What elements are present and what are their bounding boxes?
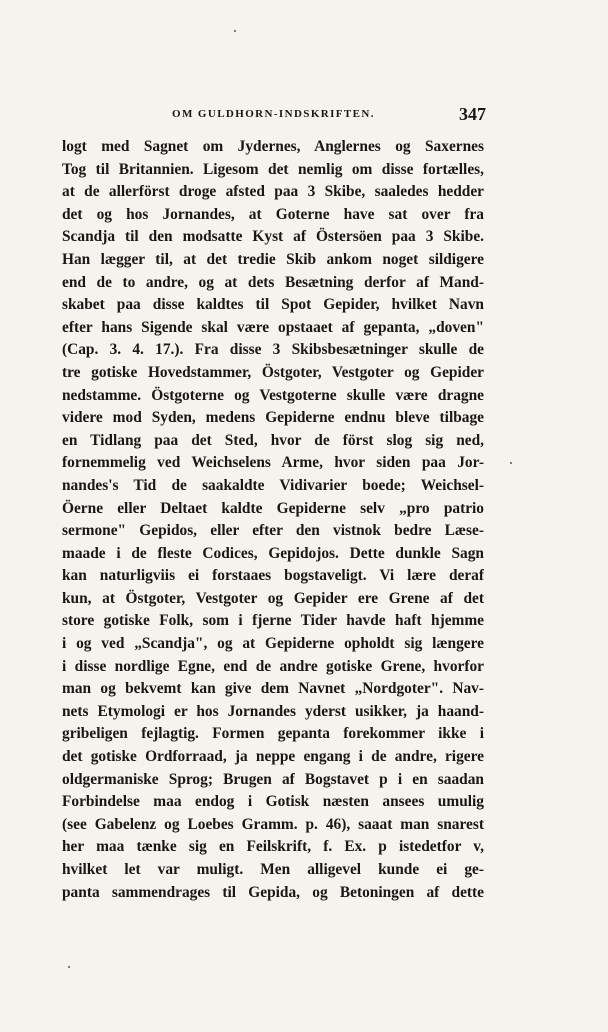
text-line: gribeligen fejlagtig. Formen gepanta forekommer ikke i <box>62 725 484 743</box>
text-line: nedstamme. Östgoterne og Vestgoterne skulle være dragne <box>62 386 484 404</box>
text-line: Forbindelse maa endog i Gotisk næsten ansees umulig <box>62 793 484 811</box>
running-header <box>62 104 486 126</box>
text-line: Tog til Britannien. Ligesom det nemlig om disse fortælles, <box>62 160 484 178</box>
text-line: fornemmelig ved Weichselens Arme, hvor siden paa Jor- <box>62 454 484 472</box>
body-text <box>62 136 484 904</box>
page-number: 347 <box>459 104 486 124</box>
text-line: (Cap. 3. 4. 17.). Fra disse 3 Skibsbesætninger skulle de <box>62 341 484 359</box>
text-line: det og hos Jornandes, at Goterne have sat over fra <box>62 205 484 223</box>
text-line: end de to andre, og at dets Besætning derfor af Mand- <box>62 273 484 291</box>
text-line: i disse nordlige Egne, end de andre gotiske Grene, hvorfor <box>62 657 484 675</box>
text-line: (see Gabelenz og Loebes Gramm. p. 46), saaat man snarest <box>62 815 484 833</box>
text-line: videre mod Syden, medens Gepiderne endnu bleve tilbage <box>62 409 484 427</box>
text-line: maade i de fleste Codices, Gepidojos. Dette dunkle Sagn <box>62 544 484 562</box>
text-line: kun, at Östgoter, Vestgoter og Gepider ere Grene af det <box>62 589 484 607</box>
text-line: oldgermaniske Sprog; Brugen af Bogstavet p i en saadan <box>62 770 484 788</box>
text-line: logt med Sagnet om Jydernes, Anglernes og Saxernes <box>62 138 484 155</box>
text-line: skabet paa disse kaldtes til Spot Gepider, hvilket Navn <box>62 296 484 314</box>
text-line: Han lægger til, at det tredie Skib ankom noget sildigere <box>62 250 484 268</box>
print-speck <box>68 966 70 968</box>
text-line: en Tidlang paa det Sted, hvor de först slog sig ned, <box>62 431 484 449</box>
text-line: sermone" Gepidos, eller efter den vistnok bedre Læse- <box>62 522 484 540</box>
text-line: at de allerförst droge afsted paa 3 Skibe, saaledes hedder <box>62 183 484 201</box>
text-line: nandes's Tid de saakaldte Vidivarier boede; Weichsel- <box>62 476 484 494</box>
text-line: det gotiske Ordforraad, ja neppe engang i de andre, rigere <box>62 748 484 766</box>
text-line: panta sammendrages til Gepida, og Betoningen af dette <box>62 883 484 901</box>
text-line: her maa tænke sig en Feilskrift, f. Ex. p istedetfor v, <box>62 838 484 856</box>
print-speck <box>234 30 236 32</box>
text-line: efter hans Sigende skal være opstaaet af gepanta, „doven" <box>62 318 484 336</box>
text-line: Scandja til den modsatte Kyst af Östersöen paa 3 Skibe. <box>62 228 484 246</box>
text-line: nets Etymologi er hos Jornandes yderst usikker, ja haand- <box>62 702 484 720</box>
text-line: hvilket let var muligt. Men alligevel kunde ei ge- <box>62 861 484 878</box>
text-line: kan naturligviis ei forstaaes bogstaveligt. Vi lære deraf <box>62 567 484 585</box>
print-speck <box>510 462 512 464</box>
text-line: tre gotiske Hovedstammer, Östgoter, Vestgoter og Gepider <box>62 363 484 381</box>
text-line: Öerne eller Deltaet kaldte Gepiderne selv „pro patrio <box>62 499 484 517</box>
text-line: man og bekvemt kan give dem Navnet „Nordgoter". Nav- <box>62 680 484 698</box>
text-line: i og ved „Scandja", og at Gepiderne opholdt sig længere <box>62 635 484 653</box>
text-line: store gotiske Folk, som i fjerne Tider havde haft hjemme <box>62 612 484 630</box>
running-title: OM GULDHORN-INDSKRIFTEN. <box>172 108 375 120</box>
